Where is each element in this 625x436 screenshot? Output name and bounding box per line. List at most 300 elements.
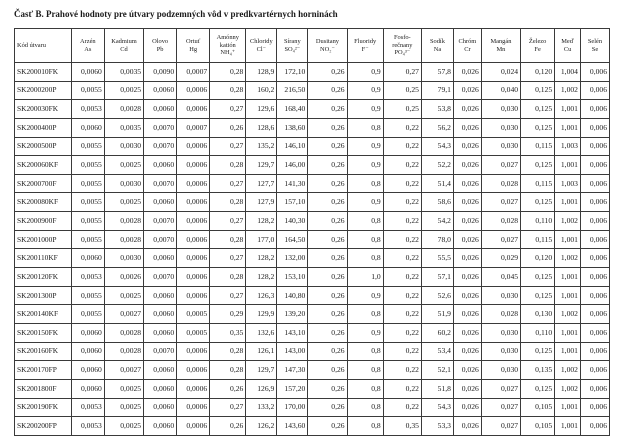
table-cell: 0,0055: [71, 81, 104, 100]
table-cell: 128,6: [246, 118, 277, 137]
table-cell: 0,27: [210, 137, 246, 156]
table-cell: 126,3: [246, 286, 277, 305]
table-cell: 0,125: [521, 379, 555, 398]
table-cell: 0,9: [347, 100, 383, 119]
table-cell: 0,8: [347, 398, 383, 417]
table-cell: 1,003: [555, 137, 581, 156]
table-cell: 0,125: [521, 342, 555, 361]
table-cell: 0,0007: [177, 118, 210, 137]
table-cell: 0,9: [347, 193, 383, 212]
table-cell: 0,006: [580, 63, 609, 82]
table-cell: 0,006: [580, 212, 609, 231]
table-cell: 0,22: [383, 249, 421, 268]
table-cell: 0,26: [308, 286, 347, 305]
table-cell: 0,35: [383, 417, 421, 436]
table-cell: 0,006: [580, 156, 609, 175]
table-cell: 0,22: [383, 361, 421, 380]
cell-code: SK200010FK: [15, 63, 72, 82]
table-cell: 0,26: [308, 305, 347, 324]
table-cell: 0,8: [347, 417, 383, 436]
cell-code: SK200150FK: [15, 323, 72, 342]
table-cell: 0,006: [580, 268, 609, 287]
table-cell: 0,25: [383, 81, 421, 100]
table-cell: 135,2: [246, 137, 277, 156]
table-cell: 0,0055: [71, 137, 104, 156]
table-cell: 126,1: [246, 342, 277, 361]
table-cell: 0,0028: [104, 100, 143, 119]
cell-code: SK200120FK: [15, 268, 72, 287]
table-cell: 153,10: [277, 268, 308, 287]
table-cell: 0,105: [521, 398, 555, 417]
table-cell: 0,26: [308, 230, 347, 249]
table-cell: 160,2: [246, 81, 277, 100]
table-cell: 1,001: [555, 398, 581, 417]
table-cell: 0,26: [308, 398, 347, 417]
table-cell: 139,20: [277, 305, 308, 324]
table-cell: 78,0: [421, 230, 453, 249]
cell-code: SK200060KF: [15, 156, 72, 175]
table-cell: 52,1: [421, 361, 453, 380]
table-row: [15, 305, 610, 324]
table-cell: 60,2: [421, 323, 453, 342]
table-cell: 0,120: [521, 63, 555, 82]
table-cell: 0,006: [580, 81, 609, 100]
table-cell: 0,8: [347, 174, 383, 193]
table-cell: 0,22: [383, 137, 421, 156]
table-cell: 0,0028: [104, 342, 143, 361]
table-cell: 0,28: [210, 361, 246, 380]
column-header: [277, 29, 308, 63]
table-cell: 0,0006: [177, 398, 210, 417]
table-cell: 0,006: [580, 100, 609, 119]
table-cell: 0,22: [383, 212, 421, 231]
table-cell: 56,2: [421, 118, 453, 137]
table-cell: 0,026: [453, 417, 481, 436]
table-cell: 0,026: [453, 323, 481, 342]
table-cell: 0,026: [453, 361, 481, 380]
table-cell: 1,001: [555, 100, 581, 119]
table-cell: 0,28: [210, 230, 246, 249]
table-cell: 0,0025: [104, 379, 143, 398]
table-cell: 0,0055: [71, 305, 104, 324]
table-cell: 0,0006: [177, 193, 210, 212]
table-cell: 0,006: [580, 342, 609, 361]
table-cell: 0,0060: [71, 379, 104, 398]
table-cell: 0,115: [521, 137, 555, 156]
table-cell: 53,4: [421, 342, 453, 361]
column-header: [104, 29, 143, 63]
header-line: As: [84, 45, 92, 53]
table-row: [15, 174, 610, 193]
cell-code: SK200190FK: [15, 398, 72, 417]
column-header: [246, 29, 277, 63]
header-line: Chróm: [458, 38, 477, 46]
header-line: Mangán: [490, 38, 512, 46]
table-cell: 0,028: [481, 174, 520, 193]
table-cell: 0,0028: [104, 212, 143, 231]
table-cell: 157,20: [277, 379, 308, 398]
table-cell: 140,80: [277, 286, 308, 305]
table-cell: 0,0025: [104, 286, 143, 305]
table-cell: 0,0090: [144, 63, 177, 82]
table-cell: 0,0030: [104, 174, 143, 193]
table-cell: 0,22: [383, 286, 421, 305]
table-cell: 0,0060: [144, 379, 177, 398]
table-cell: 0,006: [580, 230, 609, 249]
table-cell: 0,0006: [177, 417, 210, 436]
header-line: Kód útvaru: [17, 41, 46, 49]
table-cell: 0,028: [481, 212, 520, 231]
table-cell: 1,002: [555, 305, 581, 324]
table-cell: 0,0070: [144, 137, 177, 156]
header-line: NO₂⁻: [320, 45, 335, 53]
table-cell: 57,8: [421, 63, 453, 82]
table-cell: 0,0060: [144, 361, 177, 380]
table-cell: 1,001: [555, 323, 581, 342]
table-cell: 0,0006: [177, 268, 210, 287]
table-row: [15, 193, 610, 212]
table-cell: 0,0006: [177, 137, 210, 156]
table-cell: 0,0028: [104, 323, 143, 342]
header-line: F⁻: [361, 45, 369, 53]
table-cell: 143,00: [277, 342, 308, 361]
table-cell: 0,0030: [104, 249, 143, 268]
table-cell: 0,26: [210, 379, 246, 398]
table-row: [15, 230, 610, 249]
table-cell: 0,9: [347, 63, 383, 82]
table-cell: 0,0060: [71, 249, 104, 268]
table-cell: 1,0: [347, 268, 383, 287]
cell-code: SK2001300P: [15, 286, 72, 305]
table-cell: 146,10: [277, 137, 308, 156]
column-header: [481, 29, 520, 63]
header-line: Cu: [563, 45, 572, 53]
table-row: [15, 156, 610, 175]
table-cell: 0,22: [383, 193, 421, 212]
section-title: Časť B. Prahové hodnoty pre útvary podzemných vôd v predkvartérnych horninách: [14, 9, 338, 19]
cell-code: SK2000400P: [15, 118, 72, 137]
table-cell: 129,6: [246, 100, 277, 119]
table-cell: 52,2: [421, 156, 453, 175]
table-cell: 0,0025: [104, 156, 143, 175]
table-row: [15, 361, 610, 380]
table-cell: 0,0006: [177, 81, 210, 100]
cell-code: SK200110KF: [15, 249, 72, 268]
table-cell: 141,30: [277, 174, 308, 193]
table-cell: 0,28: [210, 193, 246, 212]
table-cell: 0,27: [383, 63, 421, 82]
table-cell: 0,0027: [104, 305, 143, 324]
table-cell: 0,0060: [144, 286, 177, 305]
cell-code: SK200140KF: [15, 305, 72, 324]
table-cell: 0,8: [347, 118, 383, 137]
table-cell: 1,001: [555, 268, 581, 287]
table-cell: 0,8: [347, 305, 383, 324]
table-cell: 0,0070: [144, 174, 177, 193]
header-line: Dusitany: [315, 38, 339, 46]
table-cell: 0,9: [347, 137, 383, 156]
table-cell: 138,60: [277, 118, 308, 137]
table-cell: 0,0007: [177, 63, 210, 82]
table-cell: 0,0055: [71, 212, 104, 231]
table-cell: 1,002: [555, 361, 581, 380]
column-header: [144, 29, 177, 63]
table-cell: 53,3: [421, 417, 453, 436]
table-row: [15, 137, 610, 156]
table-cell: 0,0060: [144, 398, 177, 417]
table-cell: 0,0060: [71, 342, 104, 361]
table-cell: 0,0030: [104, 137, 143, 156]
table-cell: 216,50: [277, 81, 308, 100]
cell-code: SK200030FK: [15, 100, 72, 119]
table-cell: 0,26: [308, 249, 347, 268]
table-cell: 0,0070: [144, 342, 177, 361]
table-cell: 0,006: [580, 379, 609, 398]
table-cell: 0,27: [210, 286, 246, 305]
table-row: [15, 379, 610, 398]
table-cell: 0,120: [521, 249, 555, 268]
table-cell: 0,28: [210, 156, 246, 175]
header-line: Železo: [528, 38, 547, 46]
table-cell: 0,9: [347, 286, 383, 305]
header-line: Pb: [156, 45, 164, 53]
table-row: [15, 118, 610, 137]
table-cell: 0,0053: [71, 398, 104, 417]
cell-code: SK2000500P: [15, 137, 72, 156]
table-cell: 0,35: [210, 323, 246, 342]
table-row: [15, 249, 610, 268]
column-header: [210, 29, 246, 63]
table-cell: 53,8: [421, 100, 453, 119]
header-line: Cr: [464, 45, 471, 53]
header-line: Amónny: [216, 34, 239, 42]
table-cell: 0,8: [347, 342, 383, 361]
column-header: [347, 29, 383, 63]
table-cell: 0,27: [210, 398, 246, 417]
table-cell: 0,0060: [144, 193, 177, 212]
header-line: Sírany: [283, 38, 301, 46]
table-cell: 0,27: [210, 249, 246, 268]
table-cell: 0,0025: [104, 81, 143, 100]
table-cell: 0,027: [481, 379, 520, 398]
table-cell: 0,030: [481, 286, 520, 305]
table-cell: 126,9: [246, 379, 277, 398]
header-line: Fe: [534, 45, 541, 53]
table-cell: 0,024: [481, 63, 520, 82]
table-cell: 54,3: [421, 398, 453, 417]
table-cell: 0,027: [481, 398, 520, 417]
table-cell: 0,135: [521, 361, 555, 380]
table-cell: 129,7: [246, 361, 277, 380]
table-cell: 0,26: [210, 118, 246, 137]
column-header: [71, 29, 104, 63]
table-cell: 0,030: [481, 361, 520, 380]
table-cell: 0,028: [481, 305, 520, 324]
table-cell: 0,27: [210, 174, 246, 193]
table-cell: 0,9: [347, 81, 383, 100]
table-cell: 0,26: [308, 323, 347, 342]
column-header: [555, 29, 581, 63]
table-cell: 0,0053: [71, 417, 104, 436]
table-cell: 0,26: [308, 361, 347, 380]
table-cell: 0,125: [521, 100, 555, 119]
table-cell: 164,50: [277, 230, 308, 249]
cell-code: SK200170FP: [15, 361, 72, 380]
table-cell: 0,22: [383, 118, 421, 137]
table-cell: 51,4: [421, 174, 453, 193]
table-cell: 0,006: [580, 193, 609, 212]
table-cell: 0,006: [580, 137, 609, 156]
table-cell: 58,6: [421, 193, 453, 212]
table-cell: 0,125: [521, 193, 555, 212]
table-cell: 0,026: [453, 230, 481, 249]
header-line: Kadmium: [111, 38, 137, 46]
table-cell: 0,115: [521, 230, 555, 249]
table-cell: 1,001: [555, 286, 581, 305]
table-cell: 0,030: [481, 100, 520, 119]
header-line: Fluoridy: [354, 38, 377, 46]
table-cell: 143,60: [277, 417, 308, 436]
table-cell: 0,28: [210, 268, 246, 287]
header-line: Fosfo-: [393, 34, 411, 42]
table-cell: 0,8: [347, 230, 383, 249]
table-cell: 157,10: [277, 193, 308, 212]
cell-code: SK2000700F: [15, 174, 72, 193]
table-cell: 0,006: [580, 361, 609, 380]
cell-code: SK2001000P: [15, 230, 72, 249]
table-cell: 54,2: [421, 212, 453, 231]
table-cell: 0,0060: [71, 361, 104, 380]
table-cell: 0,045: [481, 268, 520, 287]
table-cell: 0,026: [453, 137, 481, 156]
table-cell: 129,9: [246, 305, 277, 324]
table-cell: 1,002: [555, 249, 581, 268]
table-cell: 1,002: [555, 379, 581, 398]
table-cell: 0,0005: [177, 323, 210, 342]
table-cell: 79,1: [421, 81, 453, 100]
table-cell: 0,125: [521, 81, 555, 100]
table-cell: 0,0005: [177, 305, 210, 324]
table-cell: 0,026: [453, 268, 481, 287]
table-cell: 1,002: [555, 81, 581, 100]
column-header: [421, 29, 453, 63]
table-cell: 51,8: [421, 379, 453, 398]
table-cell: 0,28: [210, 63, 246, 82]
table-row: [15, 417, 610, 436]
table-cell: 128,2: [246, 268, 277, 287]
table-cell: 0,28: [210, 81, 246, 100]
table-cell: 0,0060: [71, 118, 104, 137]
table-body: [15, 63, 610, 436]
header-line: Hg: [189, 45, 198, 53]
header-line: Mn: [496, 45, 506, 53]
table-cell: 0,026: [453, 305, 481, 324]
header-row: [15, 29, 610, 63]
table-cell: 55,5: [421, 249, 453, 268]
table-cell: 0,026: [453, 174, 481, 193]
header-line: Sodík: [429, 38, 445, 46]
table-cell: 0,27: [210, 100, 246, 119]
table-cell: 147,30: [277, 361, 308, 380]
table-cell: 0,26: [210, 417, 246, 436]
table-cell: 0,125: [521, 156, 555, 175]
table-cell: 1,004: [555, 63, 581, 82]
table-cell: 0,9: [347, 156, 383, 175]
table-cell: 54,3: [421, 137, 453, 156]
table-cell: 0,0035: [104, 118, 143, 137]
table-cell: 0,027: [481, 417, 520, 436]
table-cell: 0,0006: [177, 212, 210, 231]
table-cell: 0,0006: [177, 249, 210, 268]
header-line: SO₄²⁻: [284, 45, 301, 53]
header-line: Arzén: [80, 38, 96, 46]
header-line: katión: [219, 41, 236, 49]
header-line: Meď: [561, 38, 574, 46]
table-cell: 0,27: [210, 212, 246, 231]
table-cell: 0,0070: [144, 230, 177, 249]
table-cell: 0,22: [383, 174, 421, 193]
table-cell: 140,30: [277, 212, 308, 231]
table-cell: 0,0006: [177, 286, 210, 305]
table-cell: 0,026: [453, 249, 481, 268]
header-line: rečnany: [392, 41, 413, 49]
table-row: [15, 268, 610, 287]
column-header: [580, 29, 609, 63]
table-cell: 0,26: [308, 118, 347, 137]
table-cell: 0,110: [521, 323, 555, 342]
column-header: [453, 29, 481, 63]
column-header: [177, 29, 210, 63]
table-cell: 0,0006: [177, 230, 210, 249]
table-cell: 133,2: [246, 398, 277, 417]
table-cell: 0,006: [580, 249, 609, 268]
table-cell: 0,0053: [71, 268, 104, 287]
table-cell: 0,125: [521, 268, 555, 287]
table-cell: 146,00: [277, 156, 308, 175]
table-cell: 1,001: [555, 193, 581, 212]
table-row: [15, 212, 610, 231]
table-cell: 0,26: [308, 156, 347, 175]
cell-code: SK2000200P: [15, 81, 72, 100]
table-cell: 0,0026: [104, 268, 143, 287]
table-cell: 0,26: [308, 63, 347, 82]
table-cell: 1,001: [555, 230, 581, 249]
table-cell: 128,9: [246, 63, 277, 82]
table-cell: 0,030: [481, 118, 520, 137]
table-cell: 0,125: [521, 286, 555, 305]
table-cell: 0,027: [481, 230, 520, 249]
table-cell: 0,22: [383, 305, 421, 324]
table-cell: 170,00: [277, 398, 308, 417]
header-line: Na: [433, 45, 442, 53]
table-cell: 132,6: [246, 323, 277, 342]
table-row: [15, 286, 610, 305]
table-cell: 0,026: [453, 100, 481, 119]
table-cell: 127,7: [246, 174, 277, 193]
table-cell: 0,130: [521, 305, 555, 324]
table-cell: 0,8: [347, 249, 383, 268]
table-cell: 172,10: [277, 63, 308, 82]
table-cell: 0,006: [580, 286, 609, 305]
table-cell: 0,22: [383, 342, 421, 361]
table-cell: 0,0070: [144, 118, 177, 137]
table-cell: 0,026: [453, 342, 481, 361]
table-cell: 0,026: [453, 81, 481, 100]
table-cell: 0,0070: [144, 268, 177, 287]
table-cell: 0,26: [308, 193, 347, 212]
table-cell: 0,0006: [177, 156, 210, 175]
table-cell: 0,26: [308, 379, 347, 398]
